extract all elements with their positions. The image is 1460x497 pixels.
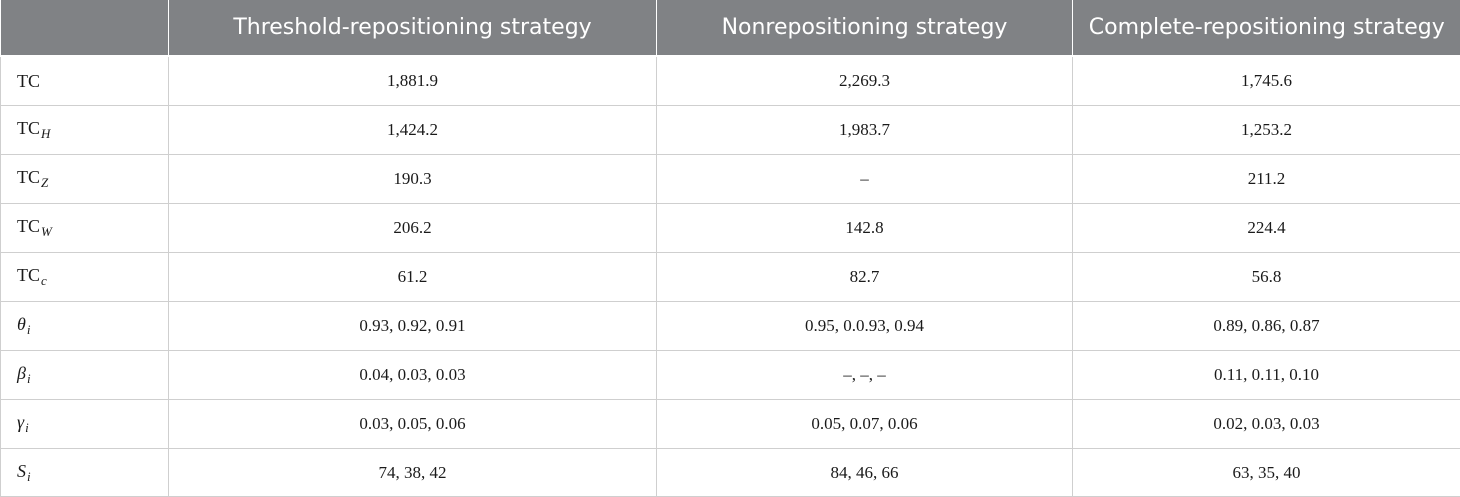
table-cell: 61.2 xyxy=(169,253,657,302)
row-label-base: β xyxy=(17,363,26,383)
row-label xyxy=(1,400,169,449)
table-cell: 0.89, 0.86, 0.87 xyxy=(1073,302,1460,351)
header-row xyxy=(1,0,1460,56)
table-cell: 206.2 xyxy=(169,204,657,253)
table-cell: 2,269.3 xyxy=(657,56,1073,106)
table-cell: – xyxy=(657,155,1073,204)
table-cell: 1,983.7 xyxy=(657,106,1073,155)
row-label-subscript: i xyxy=(27,371,31,386)
row-label-base: θ xyxy=(17,314,26,334)
table-row xyxy=(1,302,1460,351)
row-label xyxy=(1,204,169,253)
table-row xyxy=(1,400,1460,449)
table-row xyxy=(1,155,1460,204)
table-cell: 0.04, 0.03, 0.03 xyxy=(169,351,657,400)
table-row xyxy=(1,56,1460,106)
row-label xyxy=(1,351,169,400)
table-cell: 224.4 xyxy=(1073,204,1460,253)
header-complete-repositioning: Complete-repositioning strategy xyxy=(1073,0,1460,56)
table-row xyxy=(1,253,1460,302)
table-body xyxy=(1,56,1460,497)
row-label-base: TC xyxy=(17,265,40,285)
row-label xyxy=(1,302,169,351)
row-label-base: S xyxy=(17,461,26,481)
row-label xyxy=(1,449,169,497)
table-cell: 1,253.2 xyxy=(1073,106,1460,155)
row-label-subscript: W xyxy=(41,224,52,239)
table-cell: 0.95, 0.0.93, 0.94 xyxy=(657,302,1073,351)
table-cell: 63, 35, 40 xyxy=(1073,449,1460,497)
table-cell: 1,424.2 xyxy=(169,106,657,155)
row-label xyxy=(1,253,169,302)
row-label-subscript: Z xyxy=(41,175,48,190)
table-cell: 0.93, 0.92, 0.91 xyxy=(169,302,657,351)
row-label-base: TC xyxy=(17,167,40,187)
table-cell: 0.02, 0.03, 0.03 xyxy=(1073,400,1460,449)
row-label-subscript: i xyxy=(27,469,31,484)
table-cell: 0.11, 0.11, 0.10 xyxy=(1073,351,1460,400)
header-nonrepositioning: Nonrepositioning strategy xyxy=(657,0,1073,56)
row-label xyxy=(1,56,169,106)
header-threshold-repositioning: Threshold-repositioning strategy xyxy=(169,0,657,56)
table-row xyxy=(1,449,1460,497)
row-label-base: γ xyxy=(17,412,24,432)
table-row xyxy=(1,351,1460,400)
row-label xyxy=(1,155,169,204)
row-label-subscript: c xyxy=(41,273,47,288)
row-label-base: TC xyxy=(17,71,40,91)
row-label xyxy=(1,106,169,155)
table-cell: 84, 46, 66 xyxy=(657,449,1073,497)
table-cell: 190.3 xyxy=(169,155,657,204)
table-cell: –, –, – xyxy=(657,351,1073,400)
table-cell: 1,881.9 xyxy=(169,56,657,106)
table-row xyxy=(1,106,1460,155)
table-cell: 0.03, 0.05, 0.06 xyxy=(169,400,657,449)
row-label-base: TC xyxy=(17,216,40,236)
table-row xyxy=(1,204,1460,253)
table-cell: 74, 38, 42 xyxy=(169,449,657,497)
row-label-subscript: i xyxy=(25,420,29,435)
table-cell: 211.2 xyxy=(1073,155,1460,204)
row-label-subscript: i xyxy=(27,322,31,337)
table-cell: 56.8 xyxy=(1073,253,1460,302)
row-label-base: TC xyxy=(17,118,40,138)
table-cell: 1,745.6 xyxy=(1073,56,1460,106)
table-cell: 142.8 xyxy=(657,204,1073,253)
table-cell: 0.05, 0.07, 0.06 xyxy=(657,400,1073,449)
table-cell: 82.7 xyxy=(657,253,1073,302)
header-empty xyxy=(1,0,169,56)
table-header xyxy=(1,0,1460,56)
row-label-subscript: H xyxy=(41,126,50,141)
